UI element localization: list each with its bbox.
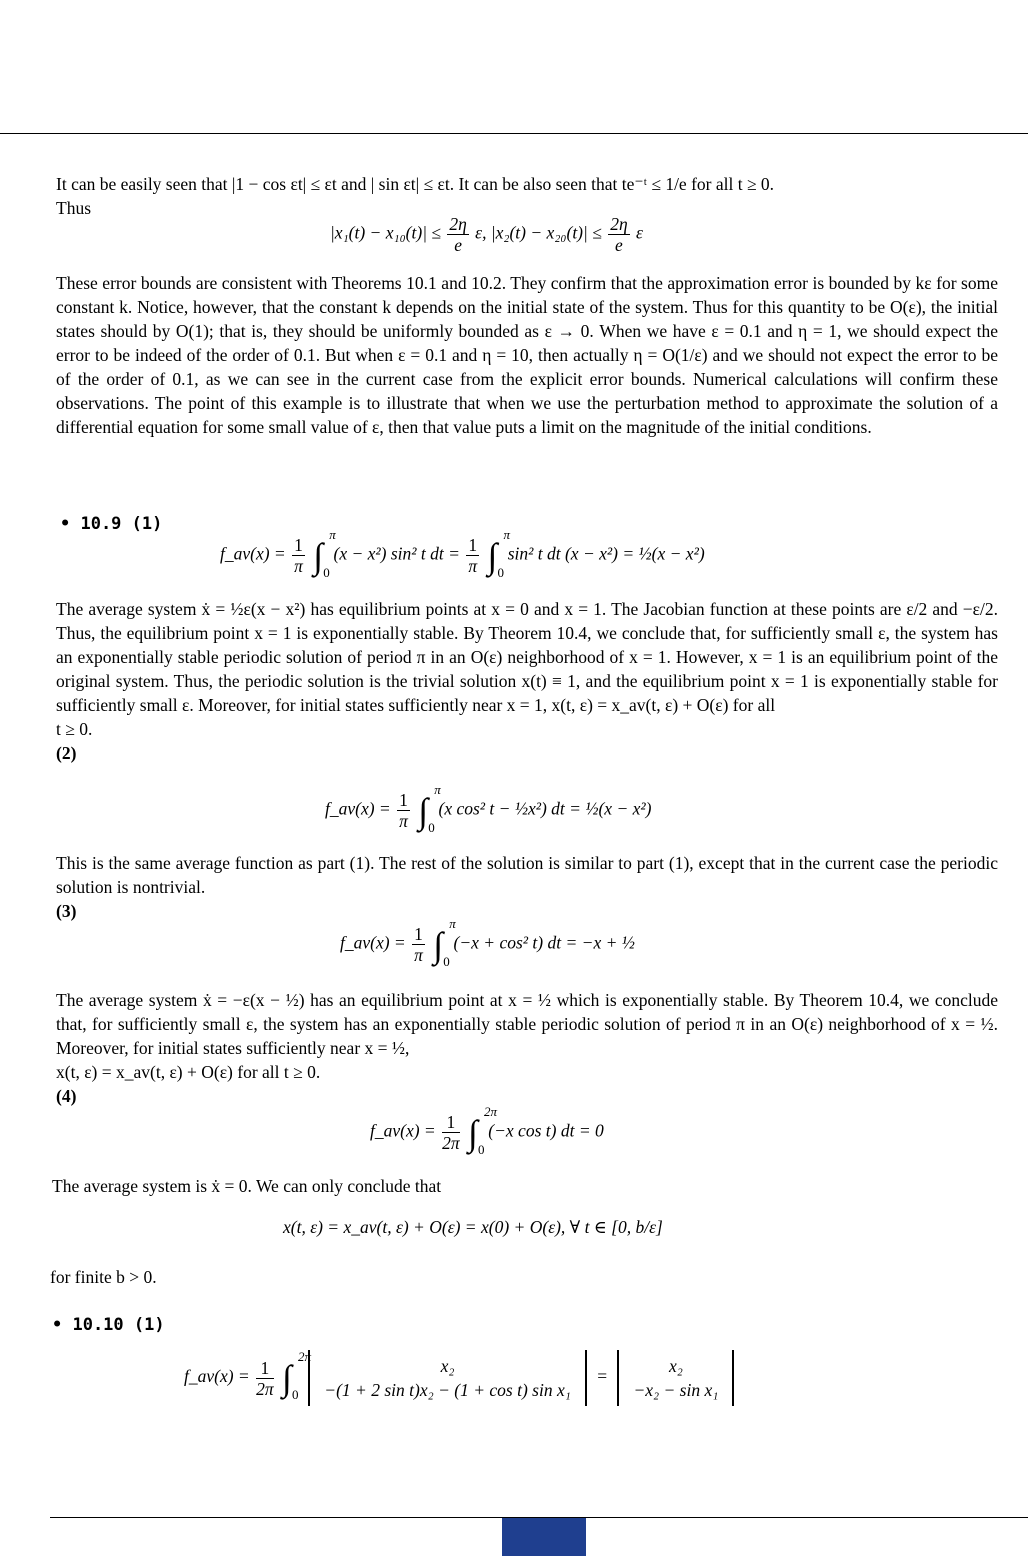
integral-sign: ∫ π 0 — [418, 781, 441, 835]
fraction: $\frac{2\eta}{e}$ — [449, 214, 467, 255]
equation-10-10-1: f_av(x) = $\frac{1}{2\pi}$ ∫ 2π 0 x₂ −(1 + 2 sin t)x₂ − (1 + cos t) sin x₁ = x₂ −x₂ − sin x₁ — [184, 1350, 740, 1406]
integral-sign: ∫ π 0 — [313, 526, 336, 580]
paragraph-10-9-3: The average system ẋ = −ε(x − ½) has an equilibrium point at x = ½ which is exponentially stable. By Theorem 10.4, we conclude that, for sufficiently small ε, the system has an exponentially stable periodic solution of period π in an O(ε) neighborhood of x = ½. Moreover, for initial states sufficiently near x = ½, x(t, ε) = x_av(t, ε) + O(ε) for all t ≥ 0. (4) — [56, 990, 998, 1106]
paragraph-10-9-5: for finite b > 0. — [50, 1267, 157, 1287]
integral-sign: ∫ 2π 0 — [468, 1103, 498, 1157]
equation-10-9-3: f_av(x) = $\frac{1}{\pi}$ ∫ π 0 (−x + cos² t) dt = −x + ½ — [340, 915, 635, 969]
error-discussion-paragraph: These error bounds are consistent with Theorems 10.1 and 10.2. They confirm that the approximation error is bounded by kε for some constant k. Notice, however, that the constant k depends on the initial state of the system. Thus for this quantity to be O(ε), the initial states should by O(1); that is, they should be uniformly bounded as ε → 0. When we have ε = 0.1 and η = 1, we should expect the error to be indeed of the order of 0.1. But when ε = 0.1 and η = 10, then actually η = O(1/ε) and we should not expect the error to be of the order of 0.1, as we can see in the current case from the explicit error bounds. Numerical calculations will confirm these observations. The point of this example is to illustrate that when we use the perturbation method to approximate the solution of a differential equation for some small value of ε, then that value puts a limit on the magnitude of the initial conditions. — [56, 273, 998, 437]
intro-line-1: It can be easily seen that |1 − cos εt| ≤ εt and | sin εt| ≤ εt. It can be also seen that te⁻ᵗ ≤ 1/e for all t ≥ 0. — [56, 174, 775, 194]
paragraph-10-9-4: The average system is ẋ = 0. We can only conclude that — [52, 1176, 442, 1196]
equation-10-9-2: f_av(x) = $\frac{1}{\pi}$ ∫ π 0 (x cos² t − ½x²) dt = ½(x − x²) — [325, 781, 652, 835]
integral-sign: ∫ π 0 — [487, 526, 510, 580]
equation-10-9-5: x(t, ε) = x_av(t, ε) + O(ε) = x(0) + O(ε), ∀ t ∈ [0, b/ε] — [283, 1217, 663, 1237]
part-label-3: (3) — [56, 901, 77, 921]
exercise-10-9-heading: • 10.9 (1) — [60, 514, 163, 534]
top-rule — [0, 133, 1028, 134]
page-footer-tab — [502, 1518, 586, 1556]
matrix-right: x₂ −x₂ − sin x₁ — [617, 1350, 734, 1406]
fraction: $\frac{2\eta}{e}$ — [610, 214, 628, 255]
part-label-4: (4) — [56, 1086, 77, 1106]
integral-sign: ∫ 2π 0 — [282, 1349, 312, 1402]
part-label-2: (2) — [56, 743, 77, 763]
paragraph-10-9-2: This is the same average function as part (1). The rest of the solution is similar to part (1), except that in the current case the periodic solution is nontrivial. (3) — [56, 853, 998, 921]
exercise-10-10-heading: • 10.10 (1) — [52, 1315, 165, 1335]
paragraph-10-9-1: The average system ẋ = ½ε(x − x²) has equilibrium points at x = 0 and x = 1. The Jacobian function at these points are ε/2 and −ε/2. Thus, the equilibrium point x = 1 is exponentially stable. By Theorem 10.4, we conclude that, for sufficiently small ε, the system has an exponentially stable periodic solution of period π in an O(ε) neighborhood of x = 1. However, x = 1 is an equilibrium point of the original system. Thus, the periodic solution is the trivial solution x(t) ≡ 1, and the equilibrium point x = 1 is exponentially stable for sufficiently small ε. Moreover, for initial states sufficiently near x = 1, x(t, ε) = x_av(t, ε) + O(ε) for all t ≥ 0. (2) — [56, 599, 998, 763]
error-bound-equation: |x₁(t) − x₁₀(t)| ≤ $\frac{2\eta}{e}$ ε, |x₂(t) − x₂₀(t)| ≤ $\frac{2\eta}{e}$ ε — [330, 214, 643, 255]
integral-sign: ∫ π 0 — [433, 915, 456, 969]
equation-10-9-1: f_av(x) = $\frac{1}{\pi}$ ∫ π 0 (x − x²) sin² t dt = $\frac{1}{\pi}$ ∫ π 0 sin² t dt (x − x²) = ½(x − x²) — [220, 526, 705, 580]
intro-text — [56, 172, 998, 220]
matrix-left: x₂ −(1 + 2 sin t)x₂ − (1 + cos t) sin x₁ — [308, 1350, 587, 1406]
equation-10-9-4: f_av(x) = $\frac{1}{2\pi}$ ∫ 2π 0 (−x cos t) dt = 0 — [370, 1103, 604, 1157]
intro-line-2: Thus — [56, 198, 91, 218]
